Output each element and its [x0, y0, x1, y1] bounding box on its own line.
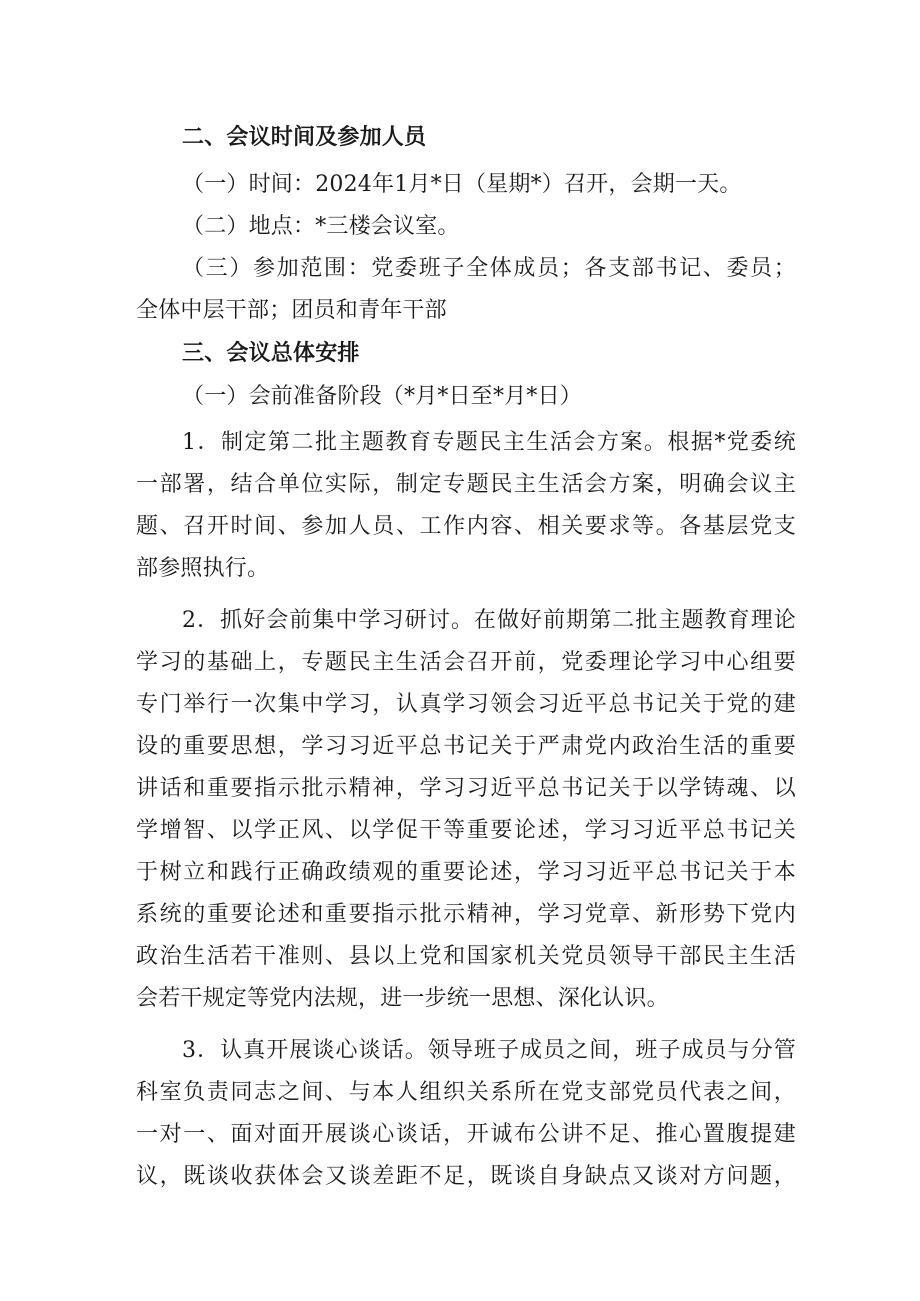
paragraph-line: （三）参加范围：党委班子全体成员；各支部书记、委员； [182, 256, 796, 281]
paragraph-line: 学增智、以学正风、以学促干等重要论述，学习习近平总书记关 [136, 818, 796, 843]
time-line: （一）时间：2024年1月*日（星期*）召开，会期一天。 [182, 172, 742, 197]
participants-paragraph [136, 248, 796, 332]
paragraph-line: 科室负责同志之间、与本人组织关系所在党支部党员代表之间， [136, 1080, 796, 1105]
section-heading-arrangement: 三、会议总体安排 [182, 341, 360, 366]
paragraph-line: 系统的重要论述和重要指示批示精神，学习党章、新形势下党内 [136, 902, 796, 927]
item-1-paragraph [136, 422, 796, 590]
paragraph-line: 讲话和重要指示批示精神，学习习近平总书记关于以学铸魂、以 [136, 776, 796, 801]
place-line: （二）地点：*三楼会议室。 [182, 214, 460, 239]
item-2-paragraph [136, 600, 796, 1020]
paragraph-line: 全体中层干部；团员和青年干部 [136, 298, 447, 323]
section-heading-time-participants: 二、会议时间及参加人员 [182, 125, 427, 150]
document-body [136, 116, 796, 1198]
paragraph-line: 3．认真开展谈心谈话。领导班子成员之间，班子成员与分管 [182, 1038, 796, 1063]
paragraph-line: 一部署，结合单位实际，制定专题民主生活会方案，明确会议主 [136, 472, 796, 497]
paragraph-line: 设的重要思想，学习习近平总书记关于严肃党内政治生活的重要 [136, 734, 796, 759]
paragraph-line: 部参照执行。 [136, 556, 270, 581]
item-3-paragraph [136, 1030, 796, 1198]
paragraph-line: 会若干规定等党内法规，进一步统一思想、深化认识。 [136, 986, 669, 1011]
stage-heading-preparation: （一）会前准备阶段（*月*日至*月*日） [182, 384, 583, 409]
paragraph-line: 一对一、面对面开展谈心谈话，开诚布公讲不足、推心置腹提建 [136, 1122, 796, 1147]
paragraph-line: 政治生活若干准则、县以上党和国家机关党员领导干部民主生活 [136, 944, 796, 969]
paragraph-line: 2．抓好会前集中学习研讨。在做好前期第二批主题教育理论 [182, 608, 796, 633]
paragraph-line: 议，既谈收获体会又谈差距不足，既谈自身缺点又谈对方问题， [136, 1164, 796, 1189]
paragraph-line: 专门举行一次集中学习，认真学习领会习近平总书记关于党的建 [136, 692, 796, 717]
paragraph-line: 题、召开时间、参加人员、工作内容、相关要求等。各基层党支 [136, 514, 796, 539]
paragraph-line: 1．制定第二批主题教育专题民主生活会方案。根据*党委统 [182, 430, 796, 455]
paragraph-line: 于树立和践行正确政绩观的重要论述，学习习近平总书记关于本 [136, 860, 796, 885]
paragraph-line: 学习的基础上，专题民主生活会召开前，党委理论学习中心组要 [136, 650, 796, 675]
